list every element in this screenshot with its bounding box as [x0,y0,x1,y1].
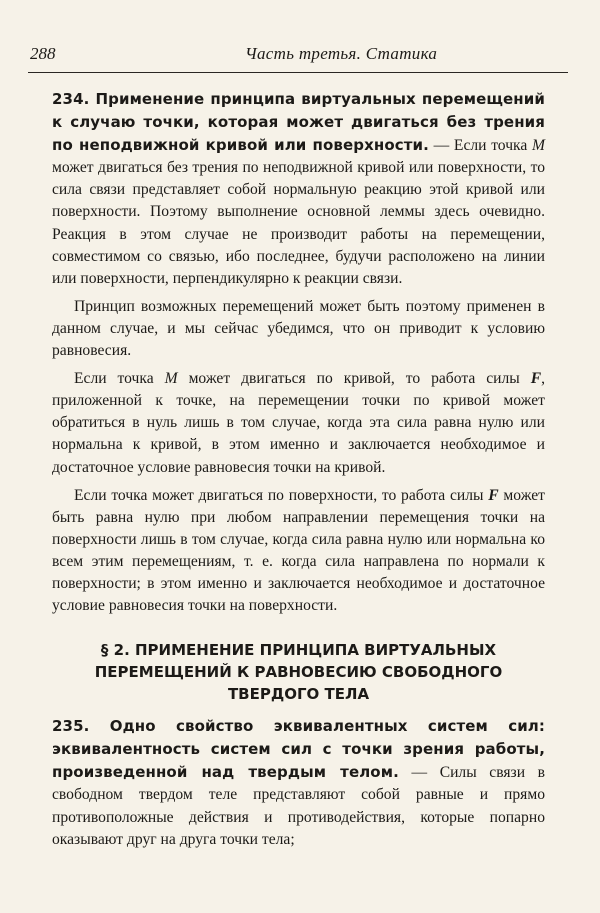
paragraph-235 [52,715,545,851]
section-line-3: ТВЕРДОГО ТЕЛА [227,685,370,704]
section-line-2: ПЕРЕМЕЩЕНИЙ К РАВНОВЕСИЮ СВОБОДНОГО [94,663,503,682]
text-p3-b: может двигаться по кривой, то работа силы [177,370,531,388]
text-p4-b: может быть равна нулю при любом направлении перемещения точки на поверхности лишь в том случае, когда сила равна нулю или нормальна ко всем этим перемещениям, т. е. когда сила направлена по нормали к поверхности; в этом именно и заключается необходимое и достаточное условие равновесия точки на поверхности. [52,486,546,615]
dash-235: — [398,764,440,782]
text-p3-a: Если точка [74,370,165,388]
page-body [52,88,545,857]
section-line-1: § 2. ПРИМЕНЕНИЕ ПРИНЦИПА ВИРТУАЛЬНЫХ [100,641,497,660]
text-p2: Принцип возможных перемещений может быть поэтому применен в данном случае, и мы сейчас убедимся, что он приводит к условию равновесия. [52,297,545,360]
paragraph-2 [52,296,545,362]
var-m: М [532,137,545,155]
heading-234: 234. Применение принципа виртуальных перемещений к случаю точки, которая может двигаться без трения по неподвижной кривой или поверхности. [52,90,545,155]
text-234-b: может двигаться без трения по неподвижной кривой или поверхности, то сила связи представляет собой нормальную реакцию этой кривой или поверхности. Поэтому выполнение основной леммы здесь очевидно. Реакция в этом случае не производит работы на перемещении, совместимом со связью, ибо последнее, будучи расположено на линии или поверхности, перпендикулярно к реакции связи. [52,159,545,287]
page-number: 288 [30,44,56,63]
dash-234: — [428,137,454,155]
paragraph-234 [52,88,545,290]
text-p3-c: , приложенной к точке, на перемещении точки по кривой может обратиться в нуль лишь в том случае, когда эта сила равна нулю или нормальна к кривой, в этом именно и заключается необходимое и достаточное условие равновесия точки на кривой. [52,370,545,476]
var-f: F [488,486,499,504]
var-f: F [530,370,542,388]
text-234-a: Если точка [453,137,532,155]
var-m: М [164,370,178,388]
paragraph-3 [52,368,545,478]
section-heading [52,639,545,705]
heading-235: 235. Одно свойство эквивалентных систем сил: эквивалентность систем сил с точки зрения работы, произведенной над твердым телом. [52,717,545,782]
running-title: Часть третья. Статика [245,44,438,63]
paragraph-4 [52,485,545,618]
header-rule [28,72,568,73]
text-p4-a: Если точка может двигаться по поверхности, то работа силы [74,486,489,504]
text-235: Силы связи в свободном твердом теле представляют собой равные и прямо противоположные действия и противодействия, которые попарно оказывают друг на друга точки тела; [52,764,546,848]
